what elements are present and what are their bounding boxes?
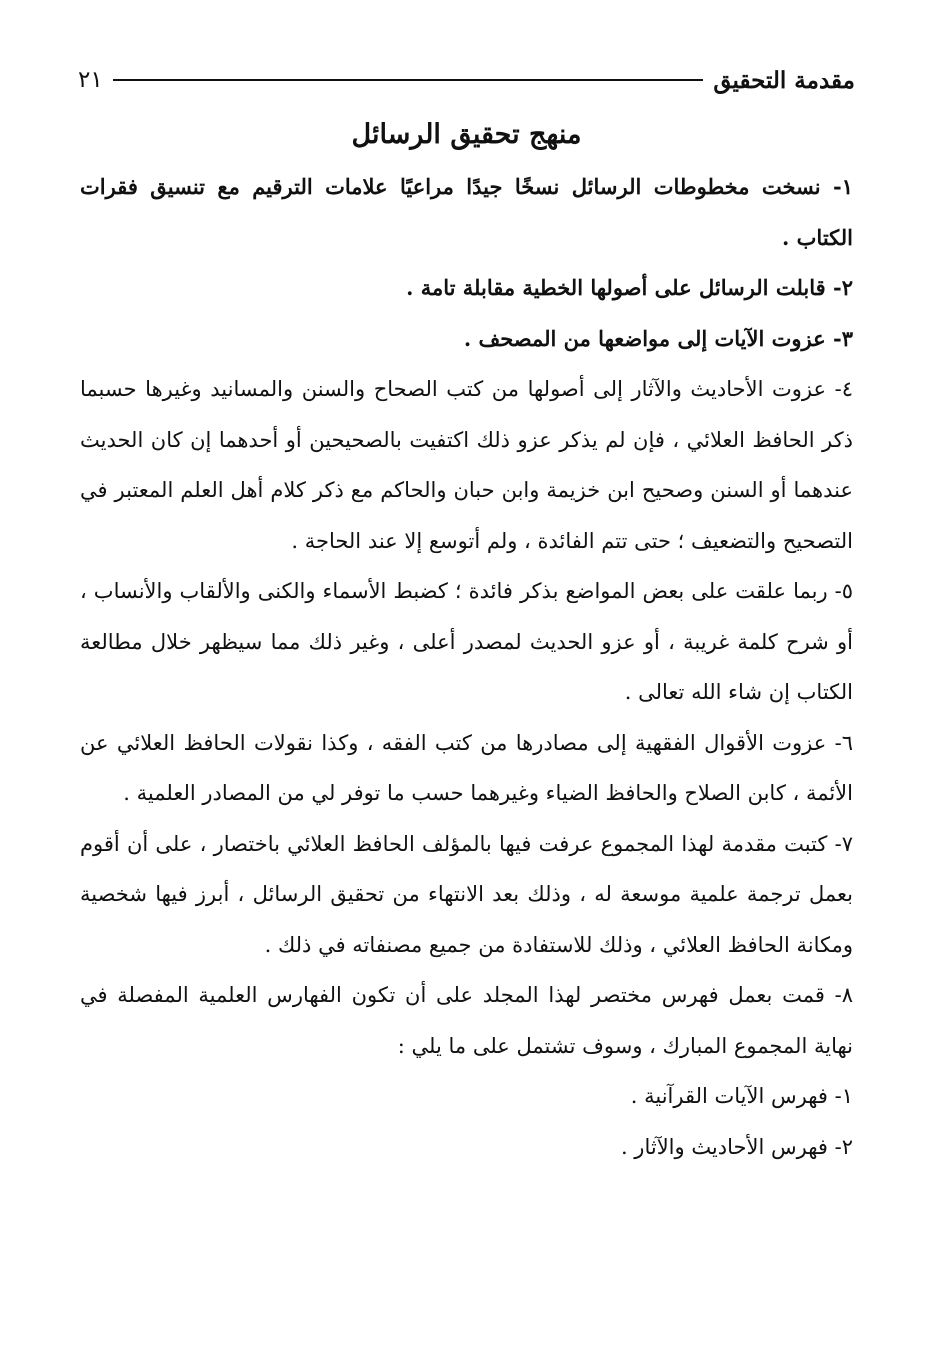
paragraph-8: ٨- قمت بعمل فهرس مختصر لهذا المجلد على أن تكون الفهارس العلمية المفصلة في نهاية المجموع المبارك ، وسوف تشتمل على ما يلي : (80, 983, 853, 1058)
page-number: ٢١ (78, 67, 103, 93)
paragraph-6: ٦- عزوت الأقوال الفقهية إلى مصادرها من كتب الفقه ، وكذا نقولات الحافظ العلائي عن الأئمة ، كابن الصلاح والحافظ الضياء وغيرهما حسب ما توفر لي من المصادر العلمية . (80, 730, 853, 805)
paragraph-3: ٣- عزوت الآيات إلى مواضعها من المصحف . (463, 325, 853, 351)
paragraph-2: ٢- قابلت الرسائل على أصولها الخطية مقابلة تامة . (406, 275, 853, 300)
index-item-2: ٢- فهرس الأحاديث والآثار . (620, 1134, 853, 1159)
paragraph-1: ١- نسخت مخطوطات الرسائل نسخًا جيدًا مراعيًا علامات الترقيم مع تنسيق فقرات الكتاب . (80, 174, 853, 250)
paragraph-5: ٥- ربما علقت على بعض المواضع بذكر فائدة ؛ كضبط الأسماء والكنى والألقاب والأنساب ، أو شرح كلمة غريبة ، أو عزو الحديث لمصدر أعلى ، وغير ذلك مما سيظهر خلال مطالعة الكتاب إن شاء الله تعالى . (80, 579, 853, 704)
index-item-1: ١- فهرس الآيات القرآنية . (630, 1084, 853, 1108)
section-title: منهج تحقيق الرسائل (351, 119, 582, 150)
page-body (80, 162, 853, 1172)
chapter-title: مقدمة التحقيق (713, 66, 855, 94)
paragraph-4: ٤- عزوت الأحاديث والآثار إلى أصولها من كتب الصحاح والسنن والمسانيد وغيرها حسبما ذكر الحافظ العلائي ، فإن لم يذكر عزو ذلك اكتفيت بالصحيحين أو أحدهما إن كان الحديث عندهما أو السنن وصحيح ابن خزيمة وابن حبان والحاكم مع ذكر كلام أهل العلم المعتبر في التصحيح والتضعيف ؛ حتى تتم الفائدة ، ولم أتوسع إلا عند الحاجة . (80, 377, 853, 553)
page-header (78, 62, 855, 98)
header-rule (113, 79, 704, 81)
paragraph-7: ٧- كتبت مقدمة لهذا المجموع عرفت فيها بالمؤلف الحافظ العلائي باختصار ، على أن أقوم بعمل ترجمة علمية موسعة له ، وذلك بعد الانتهاء من تحقيق الرسائل ، أبرز فيها شخصية ومكانة الحافظ العلائي ، وذلك للاستفادة من جميع مصنفاته في ذلك . (80, 831, 853, 957)
